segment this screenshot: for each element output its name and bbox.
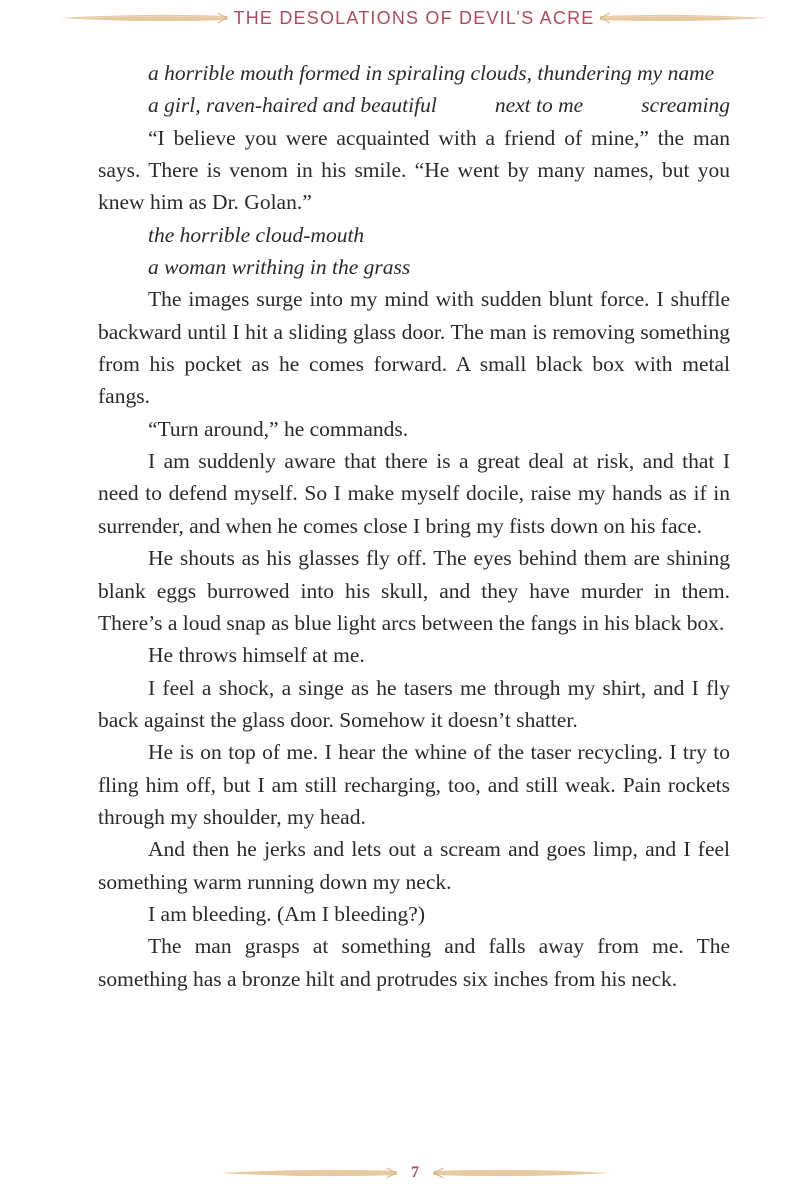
footer-ornament-left: [220, 1165, 397, 1181]
paragraph: a horrible mouth formed in spiraling clouds, thundering my name: [148, 61, 715, 85]
paragraph: I feel a shock, a singe as he tasers me through my shirt, and I fly back against the glass door. Somehow it doesn’t shatter.: [98, 675, 730, 732]
verse-fragment: next to me: [494, 93, 584, 118]
paragraph: And then he jerks and lets out a scream and goes limp, and I feel something warm running down my neck.: [98, 837, 730, 894]
footer-ornament-right: [433, 1165, 610, 1181]
paragraph: I am suddenly aware that there is a great deal at risk, and that I need to defend myself. So I make myself docile, raise my hands as if in surrender, and when he comes close I bring my fists down on his face.: [98, 449, 730, 538]
paragraph: He shouts as his glasses fly off. The eyes behind them are shining blank eggs burrowed into his skull, and they have murder in them. There’s a loud snap as blue light arcs between the fangs in his black box.: [98, 546, 730, 635]
paragraph: The images surge into my mind with sudden blunt force. I shuffle backward until I hit a sliding glass door. The man is removing something from his pocket as he comes forward. A small black box with metal fangs.: [98, 287, 730, 409]
header-ornament-left: [60, 10, 228, 26]
paragraph: a woman writhing in the grass: [148, 255, 411, 280]
paragraph: He is on top of me. I hear the whine of the taser recycling. I try to fling him off, but I am still recharging, too, and still weak. Pain rockets through my shoulder, my head.: [98, 740, 730, 829]
page-footer: [220, 1160, 610, 1186]
book-title: THE DESOLATIONS OF DEVIL’S ACRE: [233, 7, 595, 28]
page-body: [98, 57, 730, 995]
paragraph: “Turn around,” he commands.: [148, 416, 409, 441]
header-ornament-right: [600, 10, 768, 26]
paragraph: the horrible cloud-mouth: [148, 222, 365, 247]
paragraph: “I believe you were acquainted with a friend of mine,” the man says. There is venom in his smile. “He went by many names, but you knew him as Dr. Golan.”: [98, 125, 730, 215]
paragraph: The man grasps at something and falls away from me. The something has a bronze hilt and protrudes six inches from his neck.: [98, 934, 730, 991]
verse-fragment: a girl, raven-haired and beautiful: [148, 93, 437, 118]
verse-fragment: screaming: [641, 93, 730, 118]
running-header: [60, 5, 768, 31]
paragraph: I am bleeding. (Am I bleeding?): [148, 901, 426, 926]
paragraph: He throws himself at me.: [148, 643, 365, 668]
verse-line: [98, 89, 730, 121]
page-number: 7: [411, 1164, 419, 1181]
